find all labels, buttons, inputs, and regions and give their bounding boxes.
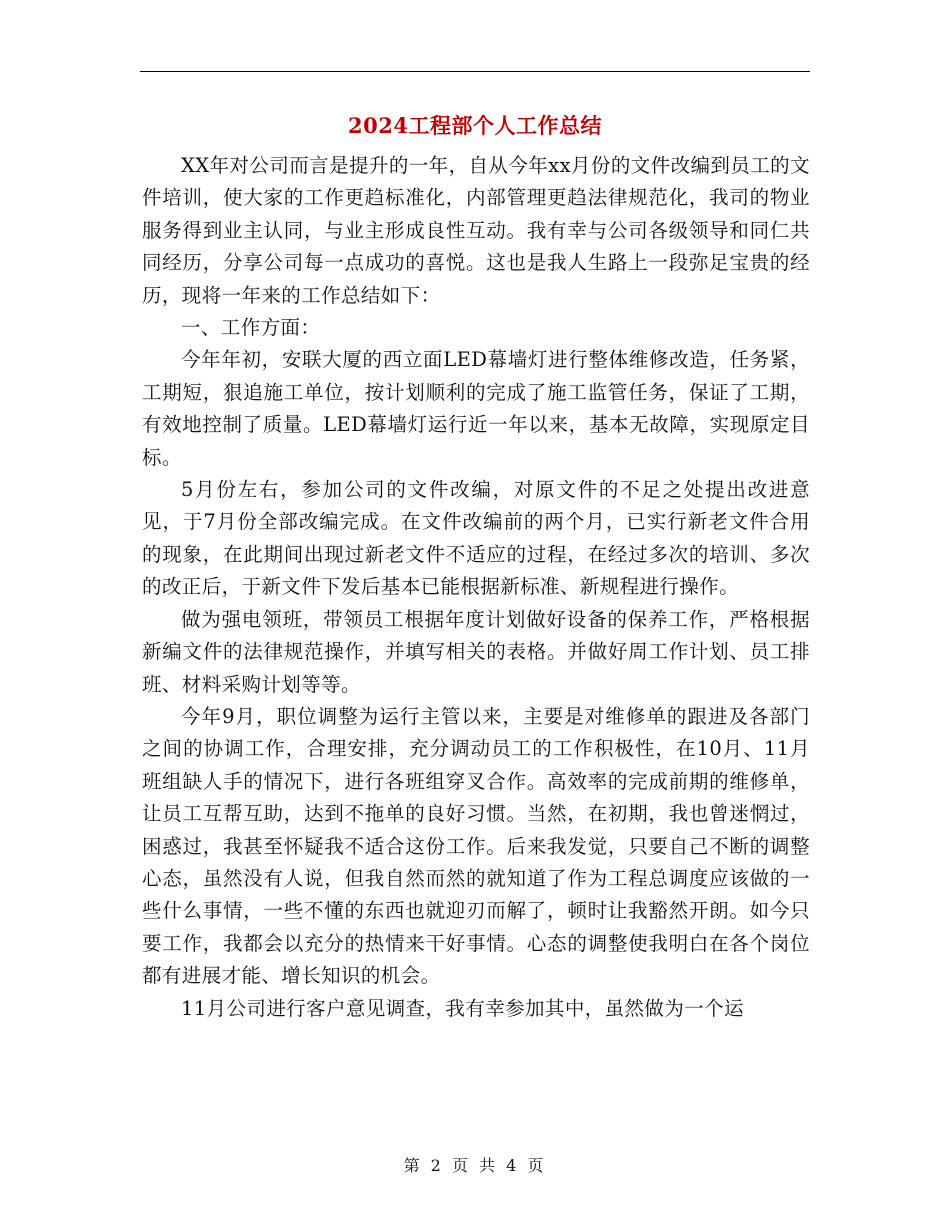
paragraph-customer-survey: 11月公司进行客户意见调查，我有幸参加其中，虽然做为一个运 bbox=[181, 996, 744, 1020]
paragraph-electrical-lead: 做为强电领班，带领员工根据年度计划做好设备的保养工作，严格根据新编文件的法律规范操作，并填写相关的表格。并做好周工作计划、员工排班、材料采购计划等等。 bbox=[142, 607, 810, 696]
header-rule bbox=[140, 71, 810, 72]
page-number: 第 2 页 共 4 页 bbox=[403, 1156, 547, 1175]
section-heading-work: 一、工作方面： bbox=[181, 316, 321, 340]
document-title: 2024工程部个人工作总结 bbox=[348, 113, 602, 138]
paragraph-document-revision: 5月份左右，参加公司的文件改编，对原文件的不足之处提出改进意见，于7月份全部改编完成。在文件改编前的两个月，已实行新老文件合用的现象，在此期间出现过新老文件不适应的过程，在经过多次的培训、多次的改正后，于新文件下发后基本已能根据新标准、新规程进行操作。 bbox=[142, 478, 810, 599]
paragraph-intro: XX年对公司而言是提升的一年，自从今年xx月份的文件改编到员工的文件培训，使大家的工作更趋标准化，内部管理更趋法律规范化，我司的物业服务得到业主认同，与业主形成良性互动。我有幸与公司各级领导和同仁共同经历，分享公司每一点成功的喜悦。这也是我人生路上一段弥足宝贵的经历，现将一年来的工作总结如下： bbox=[142, 154, 810, 307]
paragraph-operations-supervisor: 今年9月，职位调整为运行主管以来，主要是对维修单的跟进及各部门之间的协调工作，合理安排，充分调动员工的工作积极性，在10月、11月班组缺人手的情况下，进行各班组穿叉合作。高效率的完成前期的维修单，让员工互帮互助，达到不拖单的良好习惯。当然，在初期，我也曾迷惘过，困惑过，我甚至怀疑我不适合这份工作。后来我发觉，只要自己不断的调整心态，虽然没有人说，但我自然而然的就知道了作为工程总调度应该做的一些什么事情，一些不懂的东西也就迎刃而解了，顿时让我豁然开朗。如今只要工作，我都会以充分的热情来干好事情。心态的调整使我明白在各个岗位都有进展才能、增长知识的机会。 bbox=[142, 704, 810, 988]
paragraph-led-renovation: 今年年初，安联大厦的西立面LED幕墙灯进行整体维修改造，任务紧，工期短，狠追施工单位，按计划顺利的完成了施工监管任务，保证了工期，有效地控制了质量。LED幕墙灯运行近一年以来，基本无故障，实现原定目标。 bbox=[142, 348, 810, 469]
document-body bbox=[142, 150, 810, 1025]
